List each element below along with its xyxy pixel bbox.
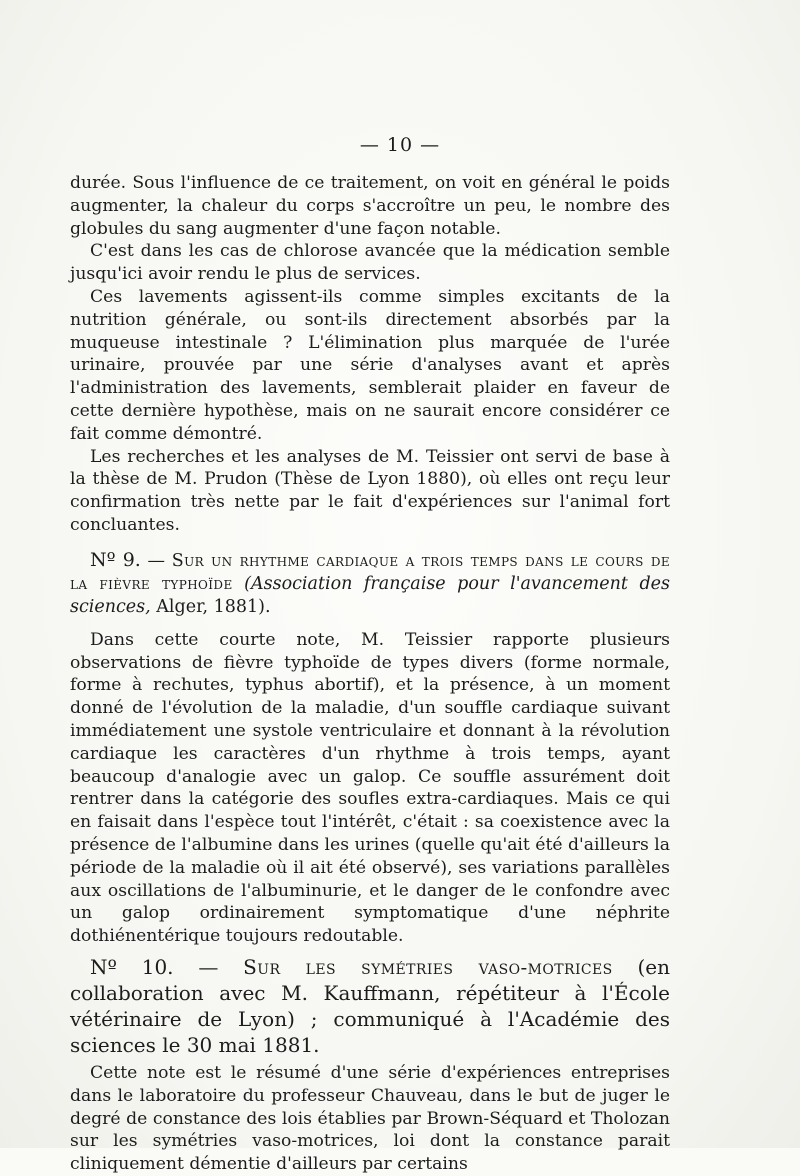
section-10-dash: — bbox=[173, 954, 244, 979]
paragraph-continuation: durée. Sous l'influence de ce traitement, on voit en général le poids augmenter, la chaleur du corps s'accroître un peu, le nombre des globules du sang augmenter d'une façon notable. bbox=[70, 173, 670, 239]
section-9-publication: (Association française pour l'avancement des sciences, bbox=[70, 573, 671, 617]
section-10-rest: (en collaboration avec M. Kauffmann, répétiteur à l'École vétérinaire de Lyon) ; communiqué à l'Académie des sciences le 30 mai 1881. bbox=[70, 954, 670, 1057]
paragraph-lavements: Ces lavements agissent-ils comme simples excitants de la nutrition générale, ou sont-ils directement absorbés par la muqueuse intestinale ? L'élimination plus marquée de l'urée urinaire, prouvée par une série d'analyses avant et après l'administration des lavements, semblerait plaider en faveur de cette dernière hypothèse, mais on ne saurait encore considérer ce fait comme démontré. bbox=[70, 286, 670, 444]
paragraph-chlorose: C'est dans les cas de chlorose avancée que la médication semble jusqu'ici avoir rendu le plus de services. bbox=[70, 241, 670, 285]
section-9-location: Alger, 1881). bbox=[150, 596, 271, 617]
section-9-heading bbox=[70, 549, 670, 619]
section-9-title: Sur un rhythme cardiaque a trois temps dans le cours de la fièvre typhoïde bbox=[70, 550, 671, 594]
paragraph-recherches: Les recherches et les analyses de M. Teissier ont servi de base à la thèse de M. Prudon (Thèse de Lyon 1880), où elles ont reçu leur confirmation très nette par le fait d'expériences sur l'animal fort concluantes. bbox=[70, 446, 670, 535]
section-10-number: Nº 10. bbox=[90, 954, 174, 979]
section-10-body: Cette note est le résumé d'une série d'expériences entreprises dans le laboratoire du professeur Chauveau, dans le but de juger le degré de constance des lois établies par Brown-Séquard et Tholozan sur les symétries vaso-motrices, loi dont la constance parait cliniquement démentie d'ailleurs par certains bbox=[70, 1062, 670, 1175]
page-content bbox=[70, 172, 670, 1176]
page-number: — 10 — bbox=[359, 134, 441, 156]
section-9-dash: — bbox=[140, 550, 172, 571]
section-9-body: Dans cette courte note, M. Teissier rapporte plusieurs observations de fièvre typhoïde de types divers (forme normale, forme à rechutes, typhus abortif), et la présence, à un moment donné de l'évolution de la maladie, d'un souffle cardiaque suivant immédiatement une systole ventriculaire et donnant à la révolution cardiaque les caractères d'un rhythme à trois temps, ayant beaucoup d'analogie avec un galop. Ce souffle assurément doit rentrer dans la catégorie des soufles extra-cardiaques. Mais ce qui en faisait dans l'espèce tout l'intérêt, c'était : sa coexistence avec la présence de l'albumine dans les urines (quelle qu'ait été d'ailleurs la période de la maladie où il ait été observé), ses variations parallèles aux oscillations de l'albuminurie, et le danger de le confondre avec un galop ordinairement symptomatique d'une néphrite dothiénentérique toujours redoutable. bbox=[70, 629, 670, 947]
section-10-heading bbox=[70, 954, 670, 1058]
section-9-number: Nº 9. bbox=[90, 548, 141, 571]
section-10-title: Sur les symétries vaso-motrices bbox=[243, 954, 613, 979]
